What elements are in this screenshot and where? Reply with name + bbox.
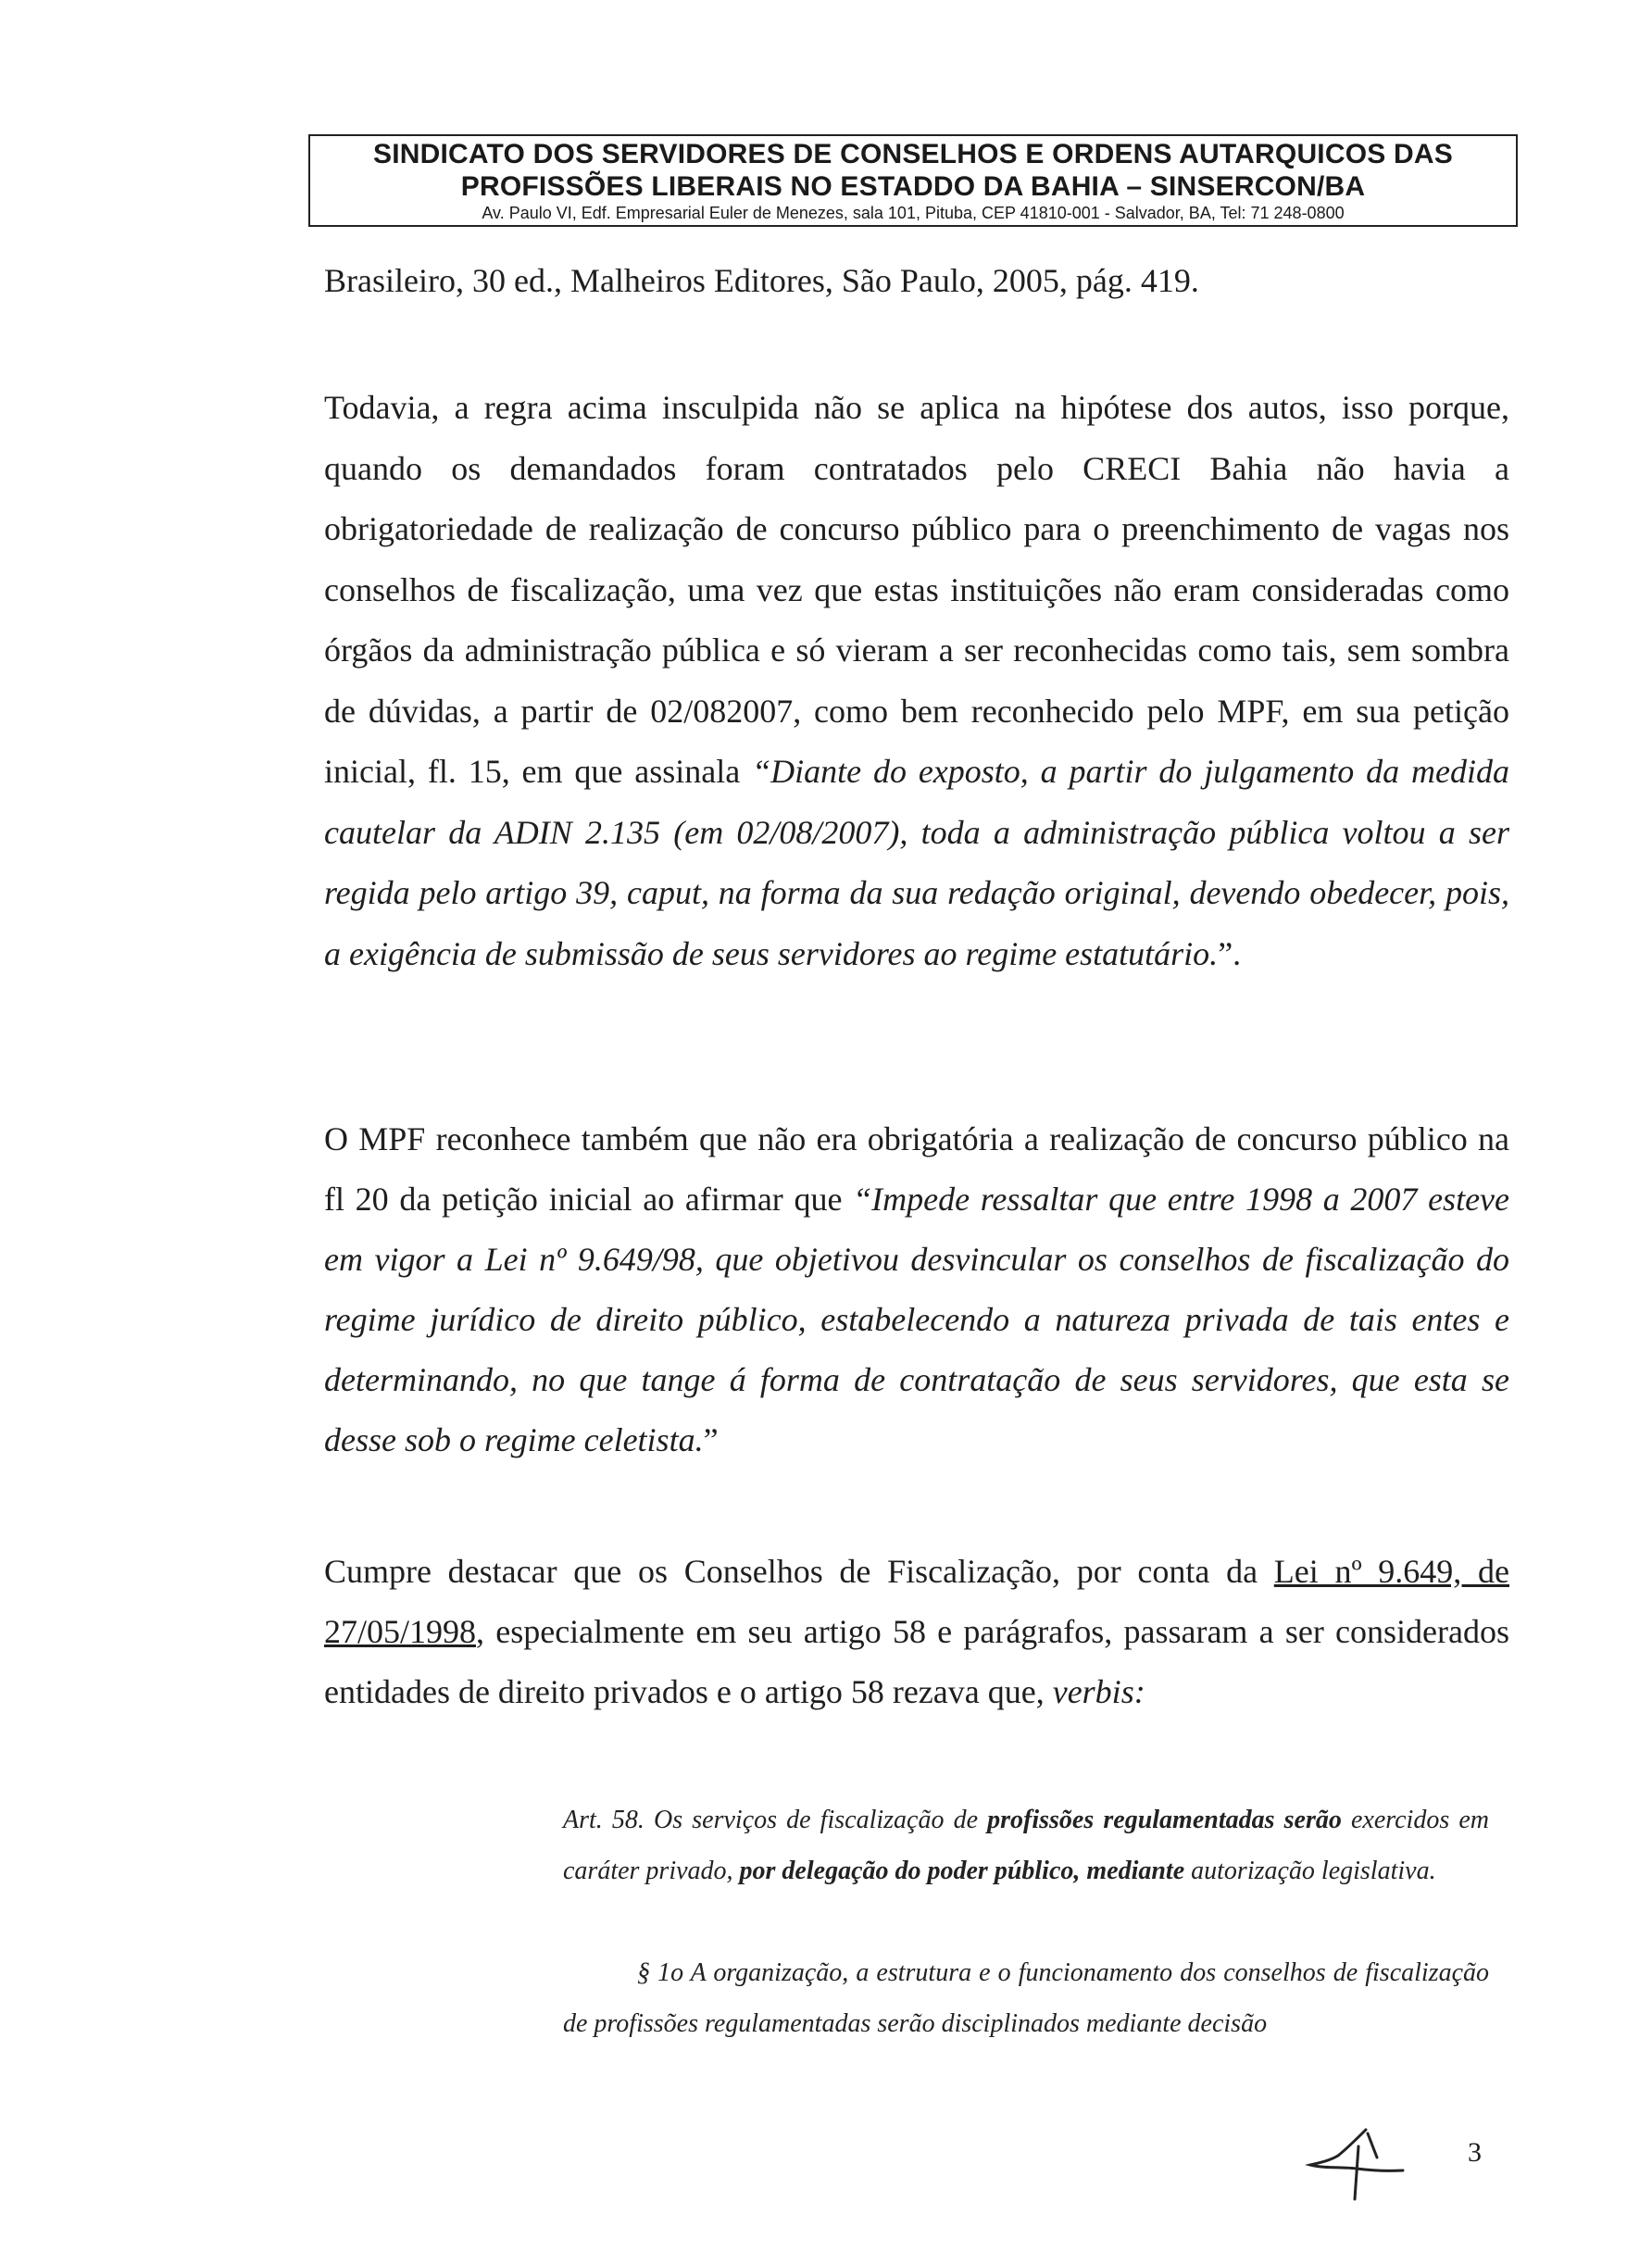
paragraph-3-text-1: Cumpre destacar que os Conselhos de Fiscalização, por conta da: [324, 1553, 1274, 1590]
paragraph-2-text: O MPF reconhece também que não era obrigatória a realização de concurso público na fl 20 da petição inicial ao afirmar que: [324, 1120, 1509, 1218]
quote-1-e: autorização legislativa.: [1184, 1857, 1436, 1885]
letterhead-title: SINDICATO DOS SERVIDORES DE CONSELHOS E ORDENS AUTARQUICOS DAS: [373, 139, 1453, 169]
paragraph-2: [324, 1109, 1509, 1470]
paragraph-3-text-2: , especialmente em seu artigo 58 e parágrafos, passaram a ser considerados entidades de direito privados e o artigo 58 rezava que,: [324, 1613, 1509, 1710]
paragraph-2-tail: ”: [703, 1421, 719, 1458]
signature-mark: [1301, 2120, 1421, 2204]
paragraph-2-quote: “Impede ressaltar que entre 1998 a 2007 esteve em vigor a Lei nº 9.649/98, que objetivou desvincular os conselhos de fiscalização do regime jurídico de direito público, estabelecendo a natureza privada de tais entes e determinando, no que tange á forma de contratação de seus servidores, que esta se desse sob o regime celetista.: [324, 1181, 1510, 1458]
quote-2-a: § 1o A organização, a estrutura e o: [637, 1958, 1019, 1987]
verbis-label: verbis:: [1052, 1673, 1145, 1710]
paragraph-1-quote: “Diante do exposto, a partir do julgamento da medida cautelar da ADIN 2.135 (em 02/08/2007), toda a administração pública voltou a ser regida pelo artigo 39, caput, na forma da sua redação original, devendo obedecer, pois, a exigência de submissão de seus servidores ao regime estatutário.: [324, 753, 1509, 972]
law-quote-article-58: [563, 1795, 1489, 1896]
letterhead-subtitle: PROFISSÕES LIBERAIS NO ESTADDO DA BAHIA – SINSERCON/BA: [460, 171, 1366, 202]
paragraph-3: [324, 1542, 1509, 1722]
letterhead: [308, 134, 1518, 227]
quote-1-c: exercidos em caráter privado,: [563, 1806, 1489, 1885]
citation-text: Brasileiro, 30 ed., Malheiros Editores, São Paulo, 2005, pág. 419.: [324, 262, 1199, 299]
paragraph-1-tail: ”.: [1218, 934, 1242, 972]
paragraph-1-text: Todavia, a regra acima insculpida não se aplica na hipótese dos autos, isso porque, quando os demandados foram contratados pelo CRECI Bahia não havia a obrigatoriedade de realização de concurso público para o preenchimento de vagas nos conselhos de fiscalização, uma vez que estas instituições não eram consideradas como órgãos da administração pública e só vieram a ser reconhecidas como tais, sem sombra de dúvidas, a partir de 02/082007, como bem reconhecido pelo MPF, em sua petição inicial, fl. 15, em que assinala: [324, 389, 1509, 790]
quote-1-d: por delegação do poder público, mediante: [739, 1857, 1185, 1885]
paragraph-1: [324, 378, 1509, 984]
law-reference: Lei nº 9.649, de 27/05/1998: [324, 1553, 1509, 1650]
quote-1-b: profissões regulamentadas serão: [987, 1806, 1342, 1834]
letterhead-address: Av. Paulo VI, Edf. Empresarial Euler de Menezes, sala 101, Pituba, CEP 41810-001 - Salvador, BA, Tel: 71 248-0800: [482, 204, 1345, 222]
quote-1-a: Art. 58. Os serviços de fiscalização de: [563, 1806, 988, 1834]
quote-2-b: funcionamento dos conselhos de fiscalização de profissões regulamentadas serão disciplinados mediante decisão: [563, 1958, 1489, 2038]
paragraph-citation: [324, 257, 1509, 304]
page-number: 3: [1468, 2137, 1482, 2168]
law-quote-paragraph-1: [563, 1947, 1489, 2049]
